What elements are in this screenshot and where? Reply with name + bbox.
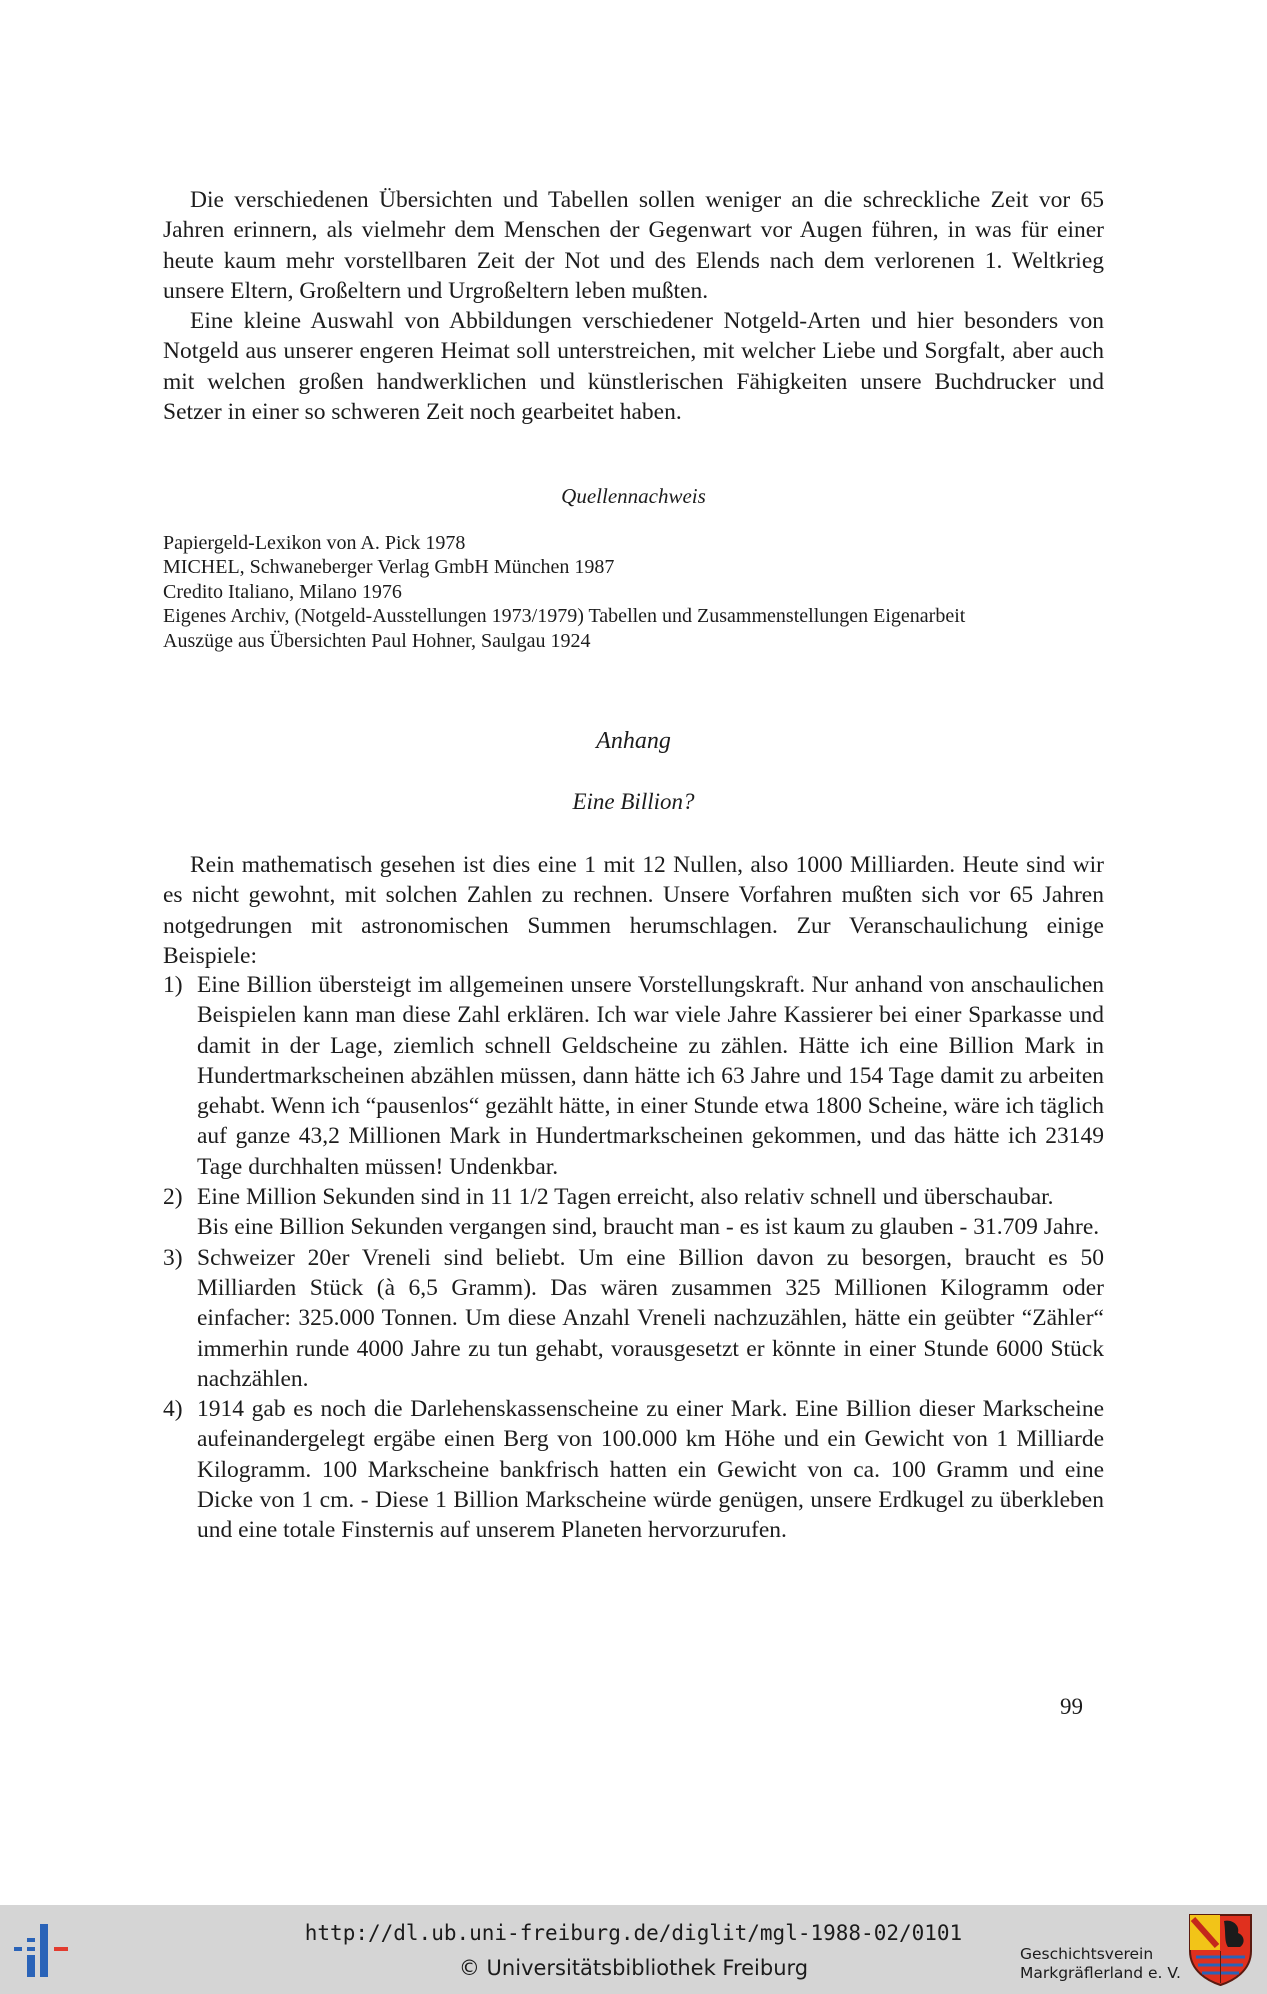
source-item: Auszüge aus Übersichten Paul Hohner, Saulgau 1924 [163, 629, 591, 652]
list-item-number: 2) [163, 1184, 183, 1211]
list-item [163, 970, 1104, 1182]
source-item: Credito Italiano, Milano 1976 [163, 580, 402, 603]
list-item-number: 1) [163, 972, 183, 998]
page-number: 99 [1060, 1694, 1083, 1719]
list-item-text: 1914 gab es noch die Darlehenskassenscheine zu einer Mark. Eine Billion dieser Markscheine aufeinandergelegt ergäbe einen Berg von 100.000 km Höhe und ein Gewicht von 1 Milliarde Kilogramm. 100 Markscheine bankfrisch hatten ein Gewicht von ca. 100 Gramm und eine Dicke von 1 cm. - Diese 1 Billion Markscheine würde genügen, unsere Erdkugel zu überkleben und eine totale Finsternis auf unserem Planeten hervorzurufen. [197, 1396, 1104, 1544]
list-item-text: Eine Billion übersteigt im allgemeinen unsere Vorstellungskraft. Nur anhand von anschaulichen Beispielen kann man diese Zahl erklären. Ich war viele Jahre Kassierer bei einer Sparkasse und damit in der Lage, ziemlich schnell Geldscheine zu zählen. Hätte ich eine Billion Mark in Hundertmarkscheinen abzählen müssen, dann hätte ich 63 Jahre und 154 Tage damit zu arbeiten gehabt. Wenn ich “pausenlos“ gezählt hätte, in einer Stunde etwa 1800 Scheine, wäre ich täglich auf ganze 43,2 Millionen Mark in Hundertmarkscheinen gekommen, und das hätte ich 23149 Tage durchhalten müssen! Undenkbar. [197, 972, 1104, 1180]
appendix-subheading: Eine Billion? [572, 789, 695, 814]
intro-paragraph-2: Eine kleine Auswahl von Abbildungen verschiedener Notgeld-Arten und hier besonders von Notgeld aus unserer engeren Heimat soll unterstreichen, mit welcher Liebe und Sorgfalt, aber auch mit welchen großen handwerklichen und künstlerischen Fähigkeiten unsere Buchdrucker und Setzer in einer so schweren Zeit noch gearbeitet haben. [163, 308, 1104, 426]
copyright-text: © Universitätsbibliothek Freiburg [458, 1956, 809, 1980]
list-item-text: Schweizer 20er Vreneli sind beliebt. Um eine Billion davon zu besorgen, braucht es 50 Milliarden Stück (à 6,5 Gramm). Das wären zusammen 325 Millionen Kilogramm oder einfacher: 325.000 Tonnen. Um diese Anzahl Vreneli nachzuzählen, hätte ein geübter “Zähler“ immerhin runde 4000 Jahre zu tun gehabt, vorausgesetzt er könnte in einer Stunde 6000 Stück nachzählen. [197, 1244, 1104, 1392]
examples-list [163, 970, 1104, 1546]
intro-section [163, 185, 1104, 427]
list-item-text: Eine Million Sekunden sind in 11 1/2 Tagen erreicht, also relativ schnell und überschaubar. [197, 1184, 1054, 1211]
list-item-number: 4) [163, 1396, 183, 1423]
sources-list [163, 531, 1104, 653]
coat-of-arms-icon [1188, 1913, 1253, 1987]
appendix-heading: Anhang [596, 728, 671, 754]
list-item-continuation: Bis eine Billion Sekunden vergangen sind, braucht man - es ist kaum zu glauben - 31.709 Jahre. [197, 1214, 1100, 1241]
viewer-footer [0, 1905, 1267, 1994]
sources-heading: Quellennachweis [561, 484, 706, 508]
publisher-name [1020, 1945, 1181, 1983]
list-item [163, 1394, 1104, 1545]
publisher-line-2: Markgräflerland e. V. [1020, 1964, 1181, 1982]
list-item [163, 1182, 1104, 1243]
source-item: MICHEL, Schwaneberger Verlag GmbH München 1987 [163, 556, 615, 579]
document-url-link[interactable]: http://dl.ub.uni-freiburg.de/diglit/mgl-1988-02/0101 [304, 1921, 963, 1945]
intro-paragraph-1: Die verschiedenen Übersichten und Tabellen sollen weniger an die schreckliche Zeit vor 65 Jahren erinnern, als vielmehr dem Menschen der Gegenwart vor Augen führen, in was für einer heute kaum mehr vorstellbaren Zeit der Not und des Elends nach dem verlorenen 1. Weltkrieg unsere Eltern, Großeltern und Urgroßeltern leben mußten. [163, 187, 1104, 304]
list-item [163, 1243, 1104, 1394]
source-item: Papiergeld-Lexikon von A. Pick 1978 [163, 532, 466, 554]
appendix-intro [163, 850, 1104, 971]
appendix-intro-paragraph: Rein mathematisch gesehen ist dies eine 1 mit 12 Nullen, also 1000 Milliarden. Heute sind wir es nicht gewohnt, mit solchen Zahlen zu rechnen. Unsere Vorfahren mußten sich vor 65 Jahren notgedrungen mit astronomischen Summen herumschlagen. Zur Veranschaulichung einige Beispiele: [163, 852, 1104, 969]
publisher-line-1: Geschichtsverein [1020, 1945, 1154, 1963]
source-item: Eigenes Archiv, (Notgeld-Ausstellungen 1973/1979) Tabellen und Zusammenstellungen Eigenarbeit [163, 605, 966, 628]
list-item-number: 3) [163, 1244, 183, 1271]
